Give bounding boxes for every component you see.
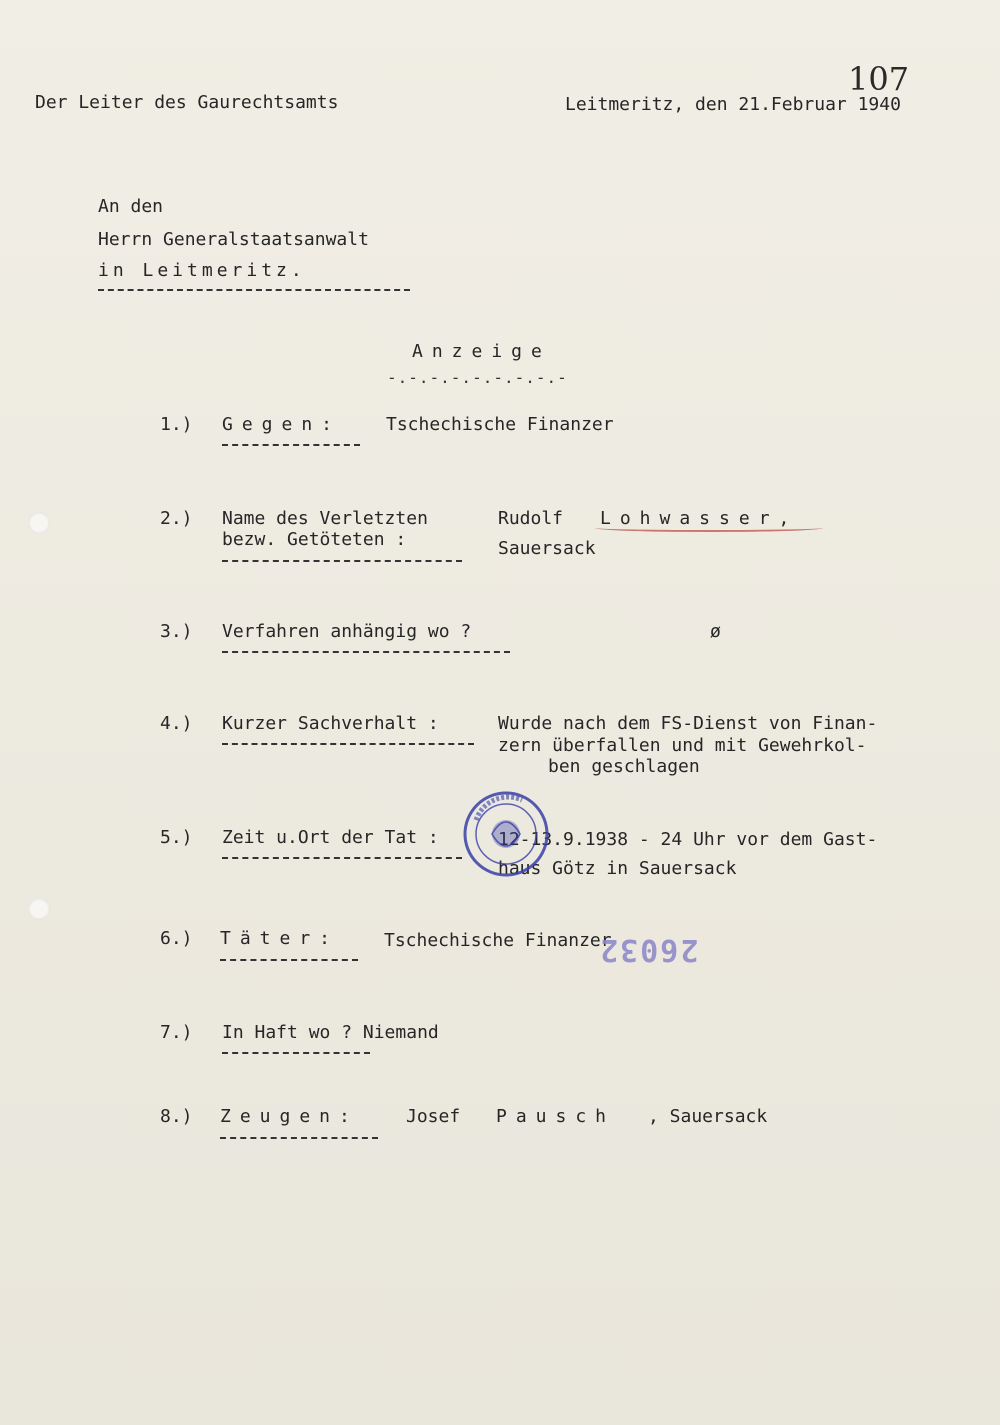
item-4-underline [222,743,474,745]
item-4-value-line-1: Wurde nach dem FS-Dienst von Finan- [498,713,878,734]
item-5-label: Zeit u.Ort der Tat : [222,827,439,848]
item-5-number: 5.) [160,827,193,848]
item-1-underline [222,444,360,446]
item-1-label: Gegen: [222,414,342,435]
recipient-underline [98,289,410,291]
item-8-label: Zeugen: [220,1106,359,1127]
item-2-number: 2.) [160,508,193,529]
item-6-underline [220,959,358,961]
round-blue-stamp [462,790,550,878]
item-2-value-line-2: Sauersack [498,538,596,559]
item-7-number: 7.) [160,1022,193,1043]
item-8-underline [220,1137,378,1139]
item-8-number: 8.) [160,1106,193,1127]
title-underline: -.-.-.-.-.-.-.-.- [387,368,568,387]
number-stamp: 26032 [598,932,699,967]
recipient-line-3: in Leitmeritz. [98,260,306,281]
place-date-line: Leitmeritz, den 21.Februar 1940 [565,94,901,115]
item-7-underline [222,1052,370,1054]
recipient-line-1: An den [98,196,164,217]
item-3-number: 3.) [160,621,193,642]
item-2-value-surname: Lohwasser, [600,508,799,529]
item-4-value-line-3: ben geschlagen [548,756,700,777]
item-7-label: In Haft wo ? Niemand [222,1022,439,1043]
punch-hole-top [28,512,50,534]
red-pencil-underline [595,524,823,532]
item-3-value: ø [710,621,721,642]
item-2-value-first-name: Rudolf [498,508,564,529]
sender-line: Der Leiter des Gaurechtsamts [35,92,339,113]
item-6-label: Täter: [220,928,340,949]
item-8-value-first-name: Josef [406,1106,461,1127]
recipient-line-2: Herrn Generalstaatsanwalt [98,229,369,250]
item-8-value-surname: Pausch [496,1106,616,1127]
item-1-number: 1.) [160,414,193,435]
item-4-value-line-2: zern überfallen und mit Gewehrkol- [498,735,867,756]
item-2-label-line-1: Name des Verletzten [222,508,428,529]
item-8-value-place: , Sauersack [648,1106,768,1127]
item-1-value: Tschechische Finanzer [386,414,614,435]
item-5-underline [222,857,462,859]
document-title: Anzeige [412,341,551,362]
item-2-label-line-2: bezw. Getöteten : [222,529,407,550]
item-5-value-line-2: haus Götz in Sauersack [498,858,737,879]
item-4-number: 4.) [160,713,193,734]
item-2-underline [222,560,462,562]
item-6-value: Tschechische Finanzer [384,930,612,951]
item-5-value-line-1: 12-13.9.1938 - 24 Uhr vor dem Gast- [498,829,878,850]
item-6-number: 6.) [160,928,193,949]
item-4-label: Kurzer Sachverhalt : [222,713,439,734]
folio-number: 107 [848,60,910,98]
punch-hole-bottom [28,898,50,920]
item-3-label: Verfahren anhängig wo ? [222,621,472,642]
item-3-underline [222,651,510,653]
